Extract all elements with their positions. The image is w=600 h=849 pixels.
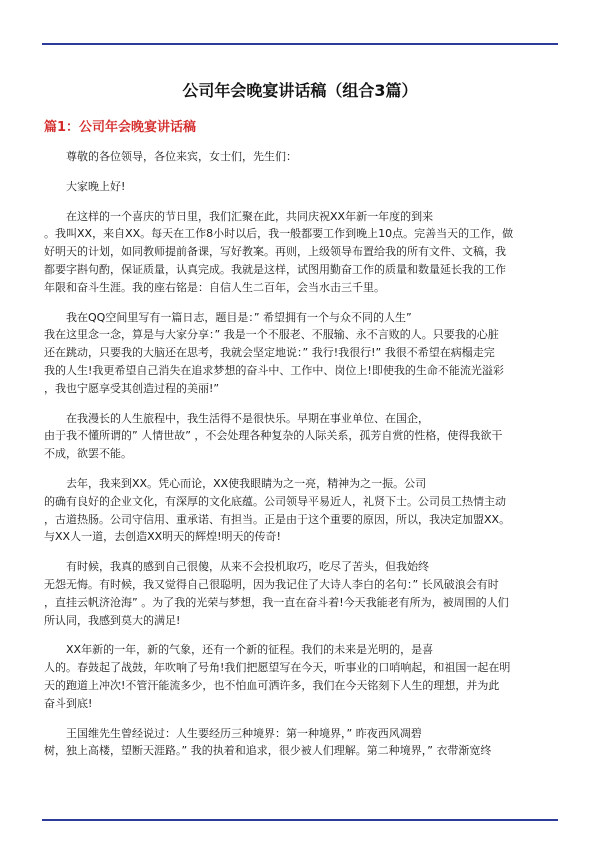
paragraph-line: 奋斗到底! (44, 696, 93, 710)
paragraph-line: 与XX人一道，去创造XX明天的辉煌!明天的传奇! (44, 530, 281, 544)
paragraph-line: ，直挂云帆济沧海” 。为了我的光荣与梦想，我一直在奋斗着!今天我能老有所为，被周围的人们 (44, 595, 509, 609)
document-body (44, 148, 556, 772)
paragraph-line: 尊敬的各位领导，各位来宾，女士们，先生们： (66, 150, 297, 163)
paragraph (44, 148, 556, 166)
paragraph-line: 人的。春鼓起了战鼓，年吹响了号角!我们把愿望写在今天，听事业的口哨响起，和祖国一起在明 (44, 661, 511, 675)
paragraph-line: 天的跑道上冲次!不管汗能流多少，也不怕血可洒许多，我们在今天铭刻下人生的理想，并为此 (44, 678, 500, 692)
paragraph-line: 不成，欲罢不能。 (44, 447, 132, 461)
paragraph-line: 树，独上高楼，望断天涯路。” 我的执着和追求，很少被人们理解。第二种境界，” 衣带渐宽终 (44, 744, 492, 758)
paragraph-line: 去年，我来到XX。凭心而论，XX使我眼睛为之一亮，精神为之一振。公司 (66, 476, 427, 490)
paragraph (44, 641, 556, 712)
paragraph-line: 我的人生!我更希望自己消失在追求梦想的奋斗中、工作中、岗位上!即使我的生命不能流光溢彩 (44, 363, 504, 377)
paragraph (44, 410, 556, 463)
paragraph (44, 309, 556, 398)
document-title: 公司年会晚宴讲话稿（组合3篇） (182, 81, 418, 100)
paragraph-line: 所认同，我感到莫大的满足! (44, 613, 181, 627)
paragraph-line: ，我也宁愿享受其创造过程的美丽!” (44, 381, 220, 395)
paragraph-line: 。我叫XX，来自XX。每天在工作8小时以后，我一般都要工作到晚上10点。完善当天的工作，做 (44, 227, 514, 241)
paragraph-line: 年限和奋斗生涯。我的座右铭是：自信人生二百年，会当水击三千里。 (44, 280, 385, 294)
section-heading: 篇1：公司年会晚宴讲话稿 (44, 120, 197, 135)
paragraph (44, 558, 556, 629)
paragraph-line: 无怨无悔。有时候，我又觉得自己很聪明，因为我记住了大诗人李白的名句：” 长风破浪会有时 (44, 577, 499, 591)
paragraph (44, 208, 556, 297)
paragraph-line: 在这样的一个喜庆的节日里，我们汇聚在此，共同庆祝XX年新一年度的到来 (66, 209, 434, 223)
paragraph-line: 还在跳动，只要我的大脑还在思考，我就会坚定地说：” 我行!我很行!” 我很不希望在病榻走完 (44, 346, 495, 360)
paragraph-line: 由于我不懂所谓的” 人情世故” ，不会处理各种复杂的人际关系，孤芳自赏的性格，使得我欲干 (44, 429, 503, 443)
paragraph-line: 我在这里念一念，算是与大家分享：” 我是一个不服老、不服输、永不言败的人。只要我的心脏 (44, 328, 499, 342)
paragraph-line: 都要字斟句酌，保证质量，认真完成。我就是这样，试图用勤奋工作的质量和数量延长我的工作 (44, 262, 506, 276)
paragraph-line: 在我漫长的人生旅程中，我生活得不是很快乐。早期在事业单位、在国企， (66, 411, 429, 425)
paragraph-line: 的确有良好的企业文化，有深厚的文化底蕴。公司领导平易近人，礼贤下士。公司员工热情主动 (44, 494, 506, 508)
bottom-rule (42, 819, 558, 821)
paragraph-line: XX年新的一年，新的气象，还有一个新的征程。我们的未来是光明的，是喜 (66, 643, 434, 657)
paragraph-line: 有时候，我真的感到自己很傻，从来不会投机取巧，吃尽了苦头，但我始终 (66, 560, 429, 574)
paragraph-line: 我在QQ空间里写有一篇日志，题目是：” 希望拥有一个与众不同的人生” (66, 310, 412, 324)
paragraph-line: ，古道热肠。公司守信用、重承诺、有担当。正是由于这个重要的原因，所以，我决定加盟XX。 (44, 512, 511, 526)
paragraph-line: 大家晚上好! (66, 179, 126, 193)
paragraph (44, 475, 556, 546)
paragraph-line: 王国维先生曾经说过：人生要经历三种境界：第一种境界，” 昨夜西风凋碧 (66, 726, 422, 740)
paragraph (44, 178, 556, 196)
paragraph (44, 725, 556, 761)
paragraph-line: 好明天的计划，如同教师提前备课，写好教案。再则，上级领导布置给我的所有文件、文稿，我 (44, 245, 506, 259)
top-rule (42, 43, 558, 45)
